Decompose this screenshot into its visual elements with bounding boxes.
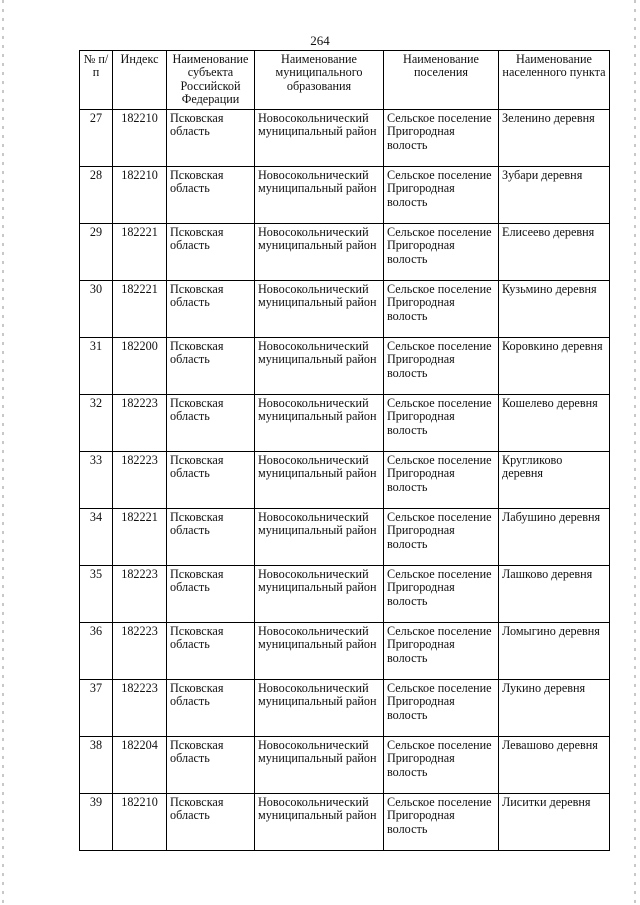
table-row xyxy=(80,224,610,281)
cell-subject: Псковская область xyxy=(167,224,255,281)
header-municipality: Наименование муниципального образования xyxy=(255,51,384,110)
cell-settlement: Сельское поселение Пригородная волость xyxy=(384,680,499,737)
cell-settlement: Сельское поселение Пригородная волость xyxy=(384,110,499,167)
cell-num: 32 xyxy=(80,395,113,452)
cell-num: 31 xyxy=(80,338,113,395)
cell-num: 35 xyxy=(80,566,113,623)
cell-locality: Лукино деревня xyxy=(499,680,610,737)
cell-index: 182221 xyxy=(113,281,167,338)
table-row xyxy=(80,167,610,224)
cell-subject: Псковская область xyxy=(167,452,255,509)
cell-subject: Псковская область xyxy=(167,509,255,566)
cell-index: 182210 xyxy=(113,110,167,167)
cell-settlement: Сельское поселение Пригородная волость xyxy=(384,167,499,224)
cell-subject: Псковская область xyxy=(167,110,255,167)
cell-subject: Псковская область xyxy=(167,623,255,680)
cell-municipality: Новосокольнический муниципальный район xyxy=(255,680,384,737)
cell-municipality: Новосокольнический муниципальный район xyxy=(255,110,384,167)
cell-settlement: Сельское поселение Пригородная волость xyxy=(384,566,499,623)
cell-locality: Лашково деревня xyxy=(499,566,610,623)
cell-subject: Псковская область xyxy=(167,281,255,338)
cell-municipality: Новосокольнический муниципальный район xyxy=(255,737,384,794)
cell-municipality: Новосокольнический муниципальный район xyxy=(255,224,384,281)
cell-settlement: Сельское поселение Пригородная волость xyxy=(384,281,499,338)
cell-locality: Лиситки деревня xyxy=(499,794,610,851)
cell-subject: Псковская область xyxy=(167,737,255,794)
cell-num: 30 xyxy=(80,281,113,338)
table-row xyxy=(80,452,610,509)
cell-num: 38 xyxy=(80,737,113,794)
cell-subject: Псковская область xyxy=(167,338,255,395)
cell-index: 182223 xyxy=(113,452,167,509)
cell-settlement: Сельское поселение Пригородная волость xyxy=(384,737,499,794)
header-num: № п/п xyxy=(80,51,113,110)
cell-locality: Ломыгино деревня xyxy=(499,623,610,680)
table-row xyxy=(80,509,610,566)
settlements-table xyxy=(79,50,610,851)
cell-settlement: Сельское поселение Пригородная волость xyxy=(384,452,499,509)
cell-settlement: Сельское поселение Пригородная волость xyxy=(384,794,499,851)
cell-settlement: Сельское поселение Пригородная волость xyxy=(384,338,499,395)
cell-municipality: Новосокольнический муниципальный район xyxy=(255,167,384,224)
cell-municipality: Новосокольнический муниципальный район xyxy=(255,623,384,680)
cell-index: 182223 xyxy=(113,395,167,452)
cell-index: 182210 xyxy=(113,167,167,224)
cell-settlement: Сельское поселение Пригородная волость xyxy=(384,509,499,566)
cell-index: 182200 xyxy=(113,338,167,395)
cell-locality: Кругликово деревня xyxy=(499,452,610,509)
header-settlement: Наименование поселения xyxy=(384,51,499,110)
cell-locality: Кузьмино деревня xyxy=(499,281,610,338)
cell-settlement: Сельское поселение Пригородная волость xyxy=(384,224,499,281)
cell-locality: Коровкино деревня xyxy=(499,338,610,395)
cell-num: 27 xyxy=(80,110,113,167)
cell-municipality: Новосокольнический муниципальный район xyxy=(255,452,384,509)
cell-index: 182204 xyxy=(113,737,167,794)
cell-municipality: Новосокольнический муниципальный район xyxy=(255,566,384,623)
table-row xyxy=(80,794,610,851)
cell-num: 34 xyxy=(80,509,113,566)
cell-locality: Зеленино деревня xyxy=(499,110,610,167)
table-row xyxy=(80,680,610,737)
cell-municipality: Новосокольнический муниципальный район xyxy=(255,509,384,566)
cell-subject: Псковская область xyxy=(167,566,255,623)
cell-num: 28 xyxy=(80,167,113,224)
scan-edge-left xyxy=(2,0,4,905)
cell-index: 182221 xyxy=(113,224,167,281)
header-subject: Наименование субъекта Российской Федерации xyxy=(167,51,255,110)
cell-subject: Псковская область xyxy=(167,680,255,737)
page-number: 264 xyxy=(310,33,330,48)
cell-locality: Левашово деревня xyxy=(499,737,610,794)
cell-municipality: Новосокольнический муниципальный район xyxy=(255,338,384,395)
table-row xyxy=(80,395,610,452)
cell-subject: Псковская область xyxy=(167,167,255,224)
table-row xyxy=(80,623,610,680)
cell-municipality: Новосокольнический муниципальный район xyxy=(255,794,384,851)
cell-municipality: Новосокольнический муниципальный район xyxy=(255,395,384,452)
cell-settlement: Сельское поселение Пригородная волость xyxy=(384,623,499,680)
cell-index: 182223 xyxy=(113,566,167,623)
header-locality: Наименование населенного пункта xyxy=(499,51,610,110)
table-row xyxy=(80,281,610,338)
cell-subject: Псковская область xyxy=(167,395,255,452)
cell-locality: Кошелево деревня xyxy=(499,395,610,452)
table-header-row xyxy=(80,51,610,110)
scan-edge-right xyxy=(634,0,636,905)
cell-index: 182221 xyxy=(113,509,167,566)
table-row xyxy=(80,110,610,167)
cell-num: 33 xyxy=(80,452,113,509)
table-row xyxy=(80,566,610,623)
cell-num: 39 xyxy=(80,794,113,851)
cell-subject: Псковская область xyxy=(167,794,255,851)
cell-index: 182223 xyxy=(113,623,167,680)
header-index: Индекс xyxy=(113,51,167,110)
table-row xyxy=(80,338,610,395)
cell-index: 182223 xyxy=(113,680,167,737)
cell-municipality: Новосокольнический муниципальный район xyxy=(255,281,384,338)
table-row xyxy=(80,737,610,794)
cell-locality: Зубари деревня xyxy=(499,167,610,224)
cell-num: 37 xyxy=(80,680,113,737)
cell-index: 182210 xyxy=(113,794,167,851)
cell-settlement: Сельское поселение Пригородная волость xyxy=(384,395,499,452)
cell-num: 36 xyxy=(80,623,113,680)
cell-locality: Елисеево деревня xyxy=(499,224,610,281)
cell-num: 29 xyxy=(80,224,113,281)
cell-locality: Лабушино деревня xyxy=(499,509,610,566)
